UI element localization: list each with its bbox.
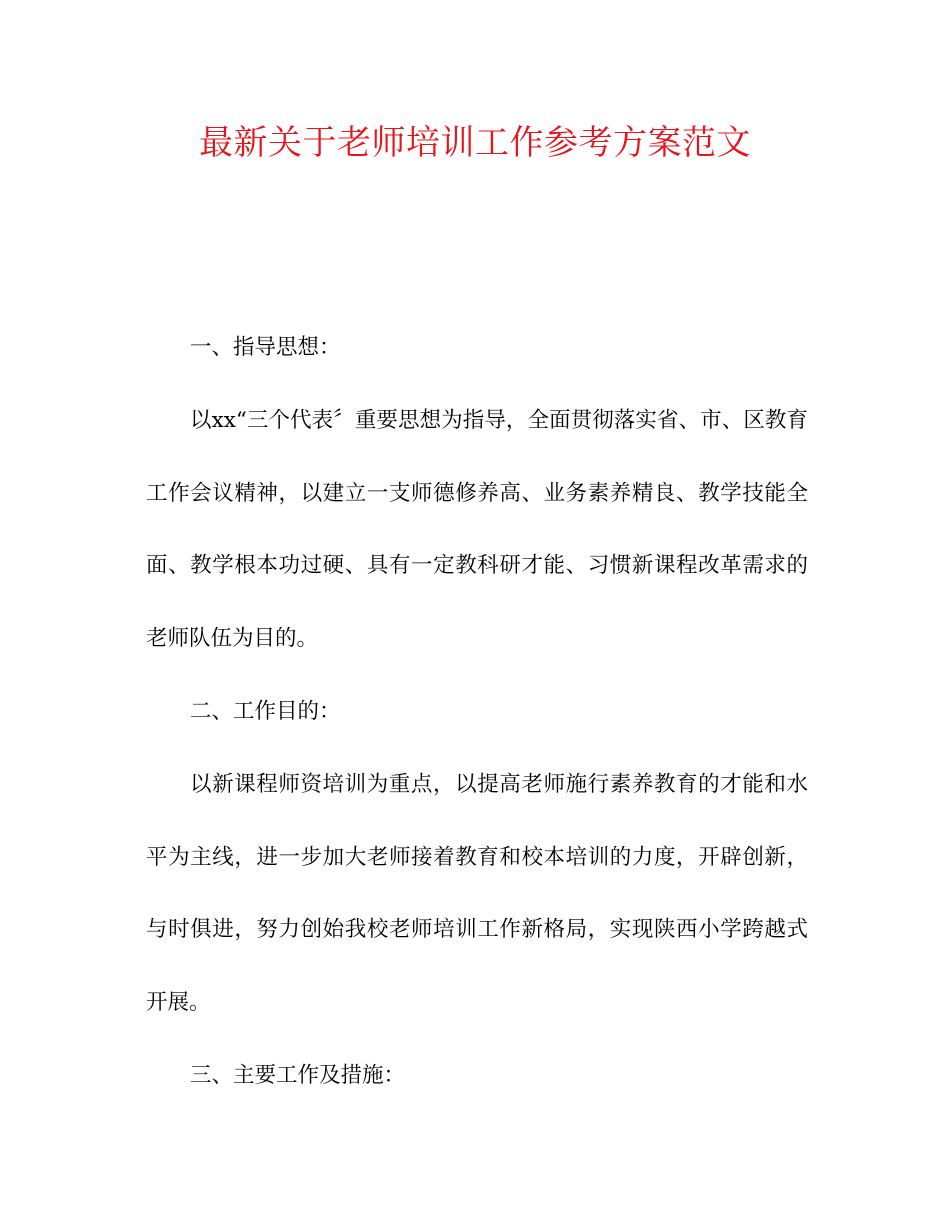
section-heading-guiding-thought: 一、指导思想： — [190, 335, 341, 360]
document-body — [146, 312, 808, 1113]
section-heading-main-work: 三、主要工作及措施： — [190, 1062, 406, 1088]
document-title: 最新关于老师培训工作参考方案范文 — [199, 123, 751, 163]
paragraph-guiding-thought: 以xx“三个代表〞重要思想为指导，全面贯彻落实省、市、区教育工作会议精神，以建立一支师德修养高、业务素养精良、教学技能全面、教学根本功过硬、具有一定教科研才能、习惯新课程改革需求的老师队伍为目的。 — [146, 407, 808, 652]
section-heading-work-goal: 二、工作目的： — [190, 698, 341, 724]
paragraph-work-goal: 以新课程师资培训为重点，以提高老师施行素养教育的才能和水平为主线，进一步加大老师接着教育和校本培训的力度，开辟创新，与时俱进，努力创始我校老师培训工作新格局，实现陕西小学跨越式开展。 — [146, 771, 808, 1016]
